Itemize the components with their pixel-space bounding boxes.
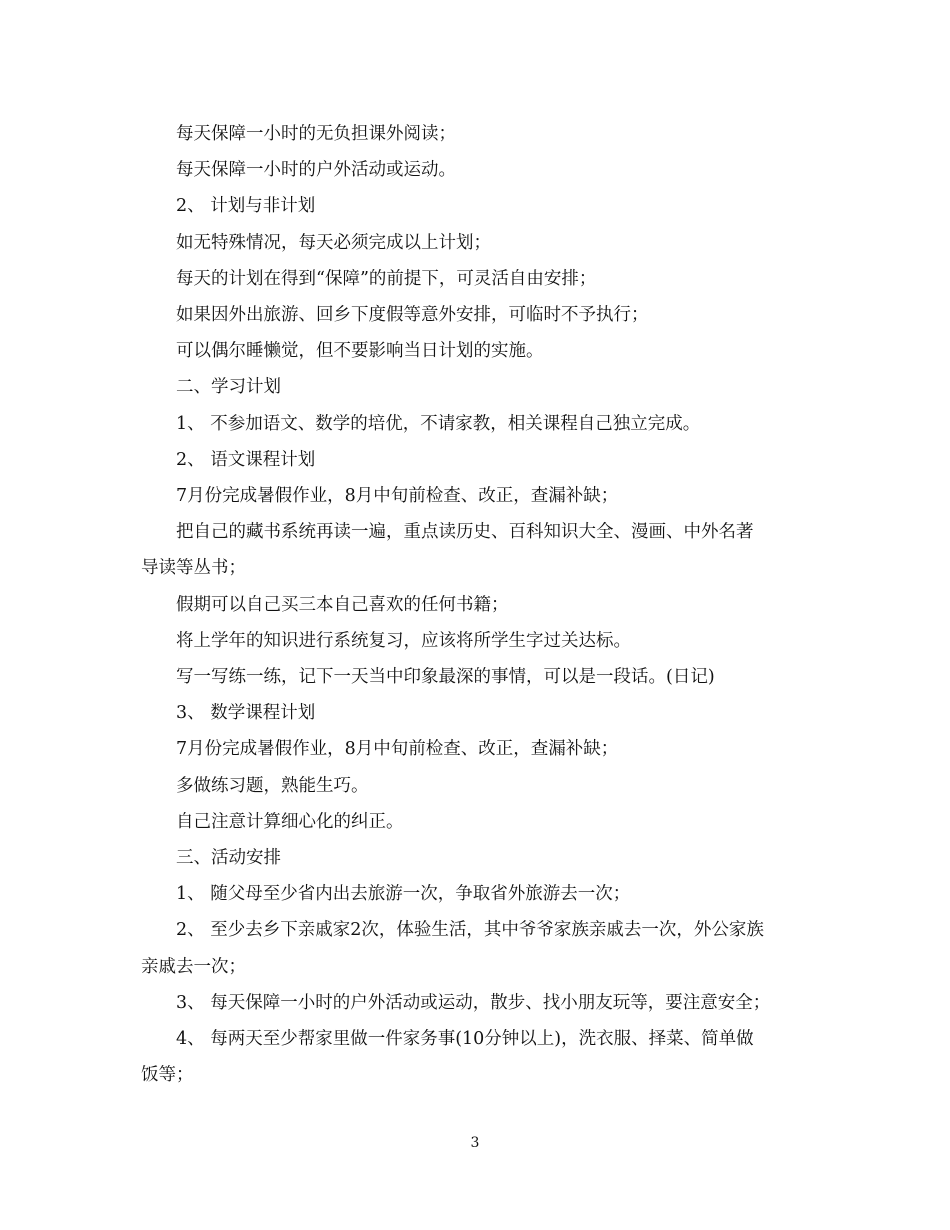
text-line: 7月份完成暑假作业，8月中旬前检查、改正，查漏补缺； [176,739,619,760]
page-number: 3 [470,1135,480,1151]
text-line: 多做练习题，熟能生巧。 [176,775,369,796]
text-line: 每天的计划在得到“保障”的前提下，可灵活自由安排； [176,268,597,289]
text-line: 二、学习计划 [176,377,281,398]
text-line: 7月份完成暑假作业，8月中旬前检查、改正，查漏补缺； [176,486,619,507]
text-line: 2、 至少去乡下亲戚家2次，体验生活，其中爷爷家族亲戚去一次，外公家族 [176,920,764,941]
text-line: 可以偶尔睡懒觉，但不要影响当日计划的实施。 [176,341,544,362]
text-line: 3、 每天保障一小时的户外活动或运动，散步、找小朋友玩等，要注意安全； [176,992,771,1013]
text-line: 自己注意计算细心化的纠正。 [176,811,404,832]
text-line: 2、 语文课程计划 [176,449,316,470]
text-line: 把自己的藏书系统再读一遍，重点读历史、百科知识大全、漫画、中外名著 [176,522,754,543]
text-line: 1、 随父母至少省内出去旅游一次，争取省外旅游去一次； [176,884,631,905]
text-line: 每天保障一小时的无负担课外阅读； [176,124,456,144]
text-line: 写一写练一练，记下一天当中印象最深的事情，可以是一段话。(日记) [176,667,715,688]
text-line: 如无特殊情况，每天必须完成以上计划； [176,232,491,253]
text-line: 3、 数学课程计划 [176,703,316,724]
text-line: 假期可以自己买三本自己喜欢的任何书籍； [176,594,509,615]
text-line: 如果因外出旅游、回乡下度假等意外安排，可临时不予执行； [176,305,649,326]
text-line: 2、 计划与非计划 [176,196,316,217]
text-line: 导读等丛书； [141,558,246,579]
text-line: 每天保障一小时的户外活动或运动。 [176,160,456,181]
text-line: 三、活动安排 [176,848,281,869]
document-body [141,116,821,1093]
text-line: 1、 不参加语文、数学的培优，不请家教，相关课程自己独立完成。 [176,413,701,434]
text-line: 亲戚去一次； [141,956,246,977]
text-line: 将上学年的知识进行系统复习，应该将所学生字过关达标。 [176,630,631,651]
text-line: 饭等； [141,1065,194,1086]
text-line: 4、 每两天至少帮家里做一件家务事(10分钟以上)，洗衣服、择菜、简单做 [176,1029,754,1050]
